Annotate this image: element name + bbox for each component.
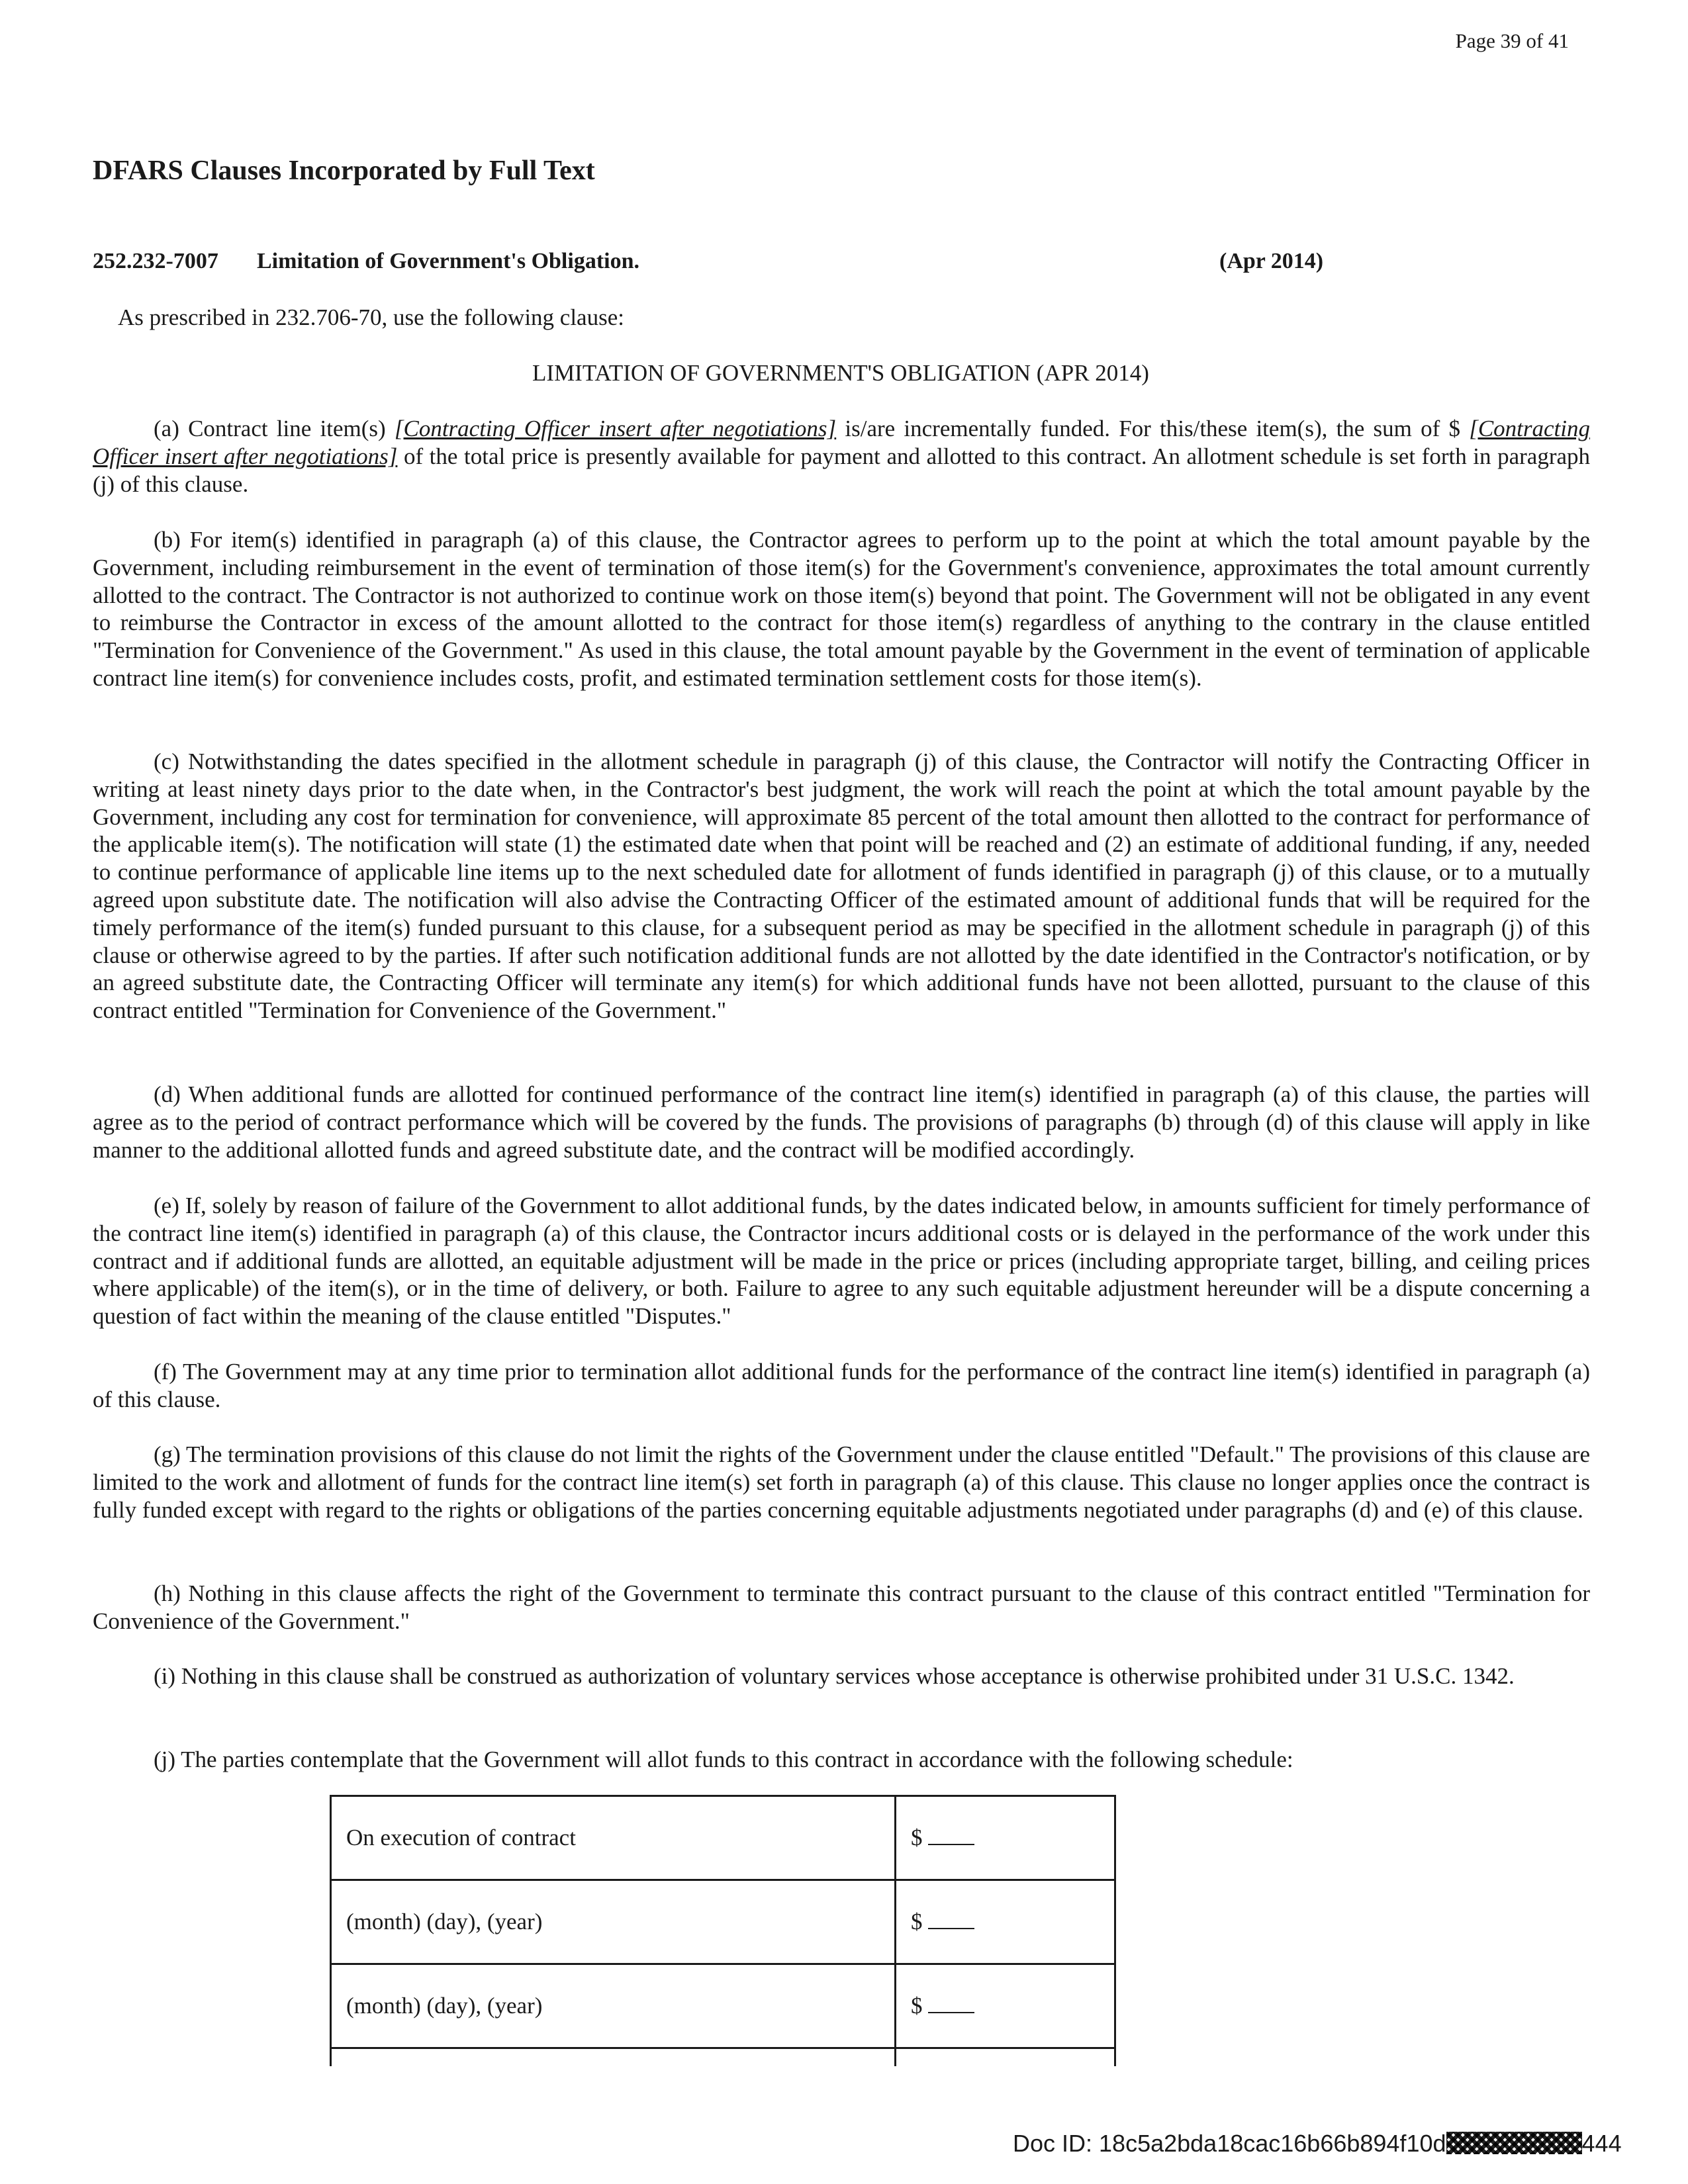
schedule-amount-cell: $: [896, 1880, 1115, 1964]
schedule-date-cell: On execution of contract: [331, 1796, 896, 1880]
fill-in-field: [Contracting Officer insert after negotiations]: [394, 416, 837, 441]
paragraph-e: (e) If, solely by reason of failure of the Government to allot additional funds, by the dates indicated below, in amounts sufficient for timely performance of the contract line item(s) identified in paragraph (a) of this clause, the Contractor incurs additional costs or is delayed in the performance of the work under this contract and if additional funds are allotted, an equitable adjustment will be made in the price or prices (including appropriate target, billing, and ceiling prices where applicable) of the item(s), or in the time of delivery, or both. Failure to agree to any such equitable adjustment hereunder will be a dispute concerning a question of fact within the meaning of the clause entitled "Disputes.": [93, 1193, 1590, 1330]
clause-title: LIMITATION OF GOVERNMENT'S OBLIGATION (APR 2014): [532, 360, 1149, 386]
schedule-amount-cell: $: [896, 1964, 1115, 2048]
paragraph-a: (a) Contract line item(s) [Contracting Officer insert after negotiations] is/are incrementally funded. For this/these item(s), the sum of $ [Contracting Officer insert after negotiations] of the total price is presently available for payment and allotted to this contract. An allotment schedule is set forth in paragraph (j) of this clause.: [93, 416, 1591, 497]
page-number: Page 39 of 41: [1455, 29, 1569, 52]
redaction-mark: [1446, 2132, 1582, 2154]
fill-in-field: [Contracting Officer insert after negotiations]: [93, 416, 1590, 469]
paragraph-c: (c) Notwithstanding the dates specified in the allotment schedule in paragraph (j) of this clause, the Contractor will notify the Contracting Officer in writing at least ninety days prior to the date when, in the Contractor's best judgment, the work will reach the point at which the total amount payable by the Government, including any cost for termination for convenience, will approximate 85 percent of the total amount then allotted to the contract for performance of the applicable item(s). The notification will state (1) the estimated date when that point will be reached and (2) an estimate of additional funding, if any, needed to continue performance of applicable line items up to the next scheduled date for allotment of funds identified in paragraph (j) of this clause, or to a mutually agreed upon substitute date. The notification will also advise the Contracting Officer of the estimated amount of additional funds that will be required for the timely performance of the item(s) funded pursuant to this clause, for a subsequent period as may be specified in the allotment schedule in paragraph (j) of this clause or otherwise agreed to by the parties. If after such notification additional funds are not allotted by the date identified in the Contractor's notification, or by an agreed substitute date, the Contracting Officer will terminate any item(s) for which additional funds have not been allotted, pursuant to the clause of this contract entitled "Termination for Convenience of the Government.": [93, 749, 1590, 1024]
table-row: [331, 1796, 1115, 1880]
paragraph-h: (h) Nothing in this clause affects the right of the Government to terminate this contract pursuant to the clause of this contract entitled "Termination for Convenience of the Government.": [93, 1580, 1590, 1634]
footer-doc-id: Doc ID: 18c5a2bda18cac16b66b894f10d 444: [1013, 2130, 1622, 2157]
table-row-continued: [331, 2048, 1115, 2067]
clause-date: (Apr 2014): [1219, 249, 1324, 273]
clause-name: Limitation of Government's Obligation.: [257, 249, 639, 273]
amount-blank: [928, 2012, 974, 2013]
paragraph-d: (d) When additional funds are allotted for continued performance of the contract line item(s) identified in paragraph (a) of this clause, the parties will agree as to the period of contract performance which will be covered by the funds. The provisions of paragraphs (b) through (d) of this clause will apply in like manner to the additional allotted funds and agreed substitute date, and the contract will be modified accordingly.: [93, 1081, 1590, 1163]
paragraph-f: (f) The Government may at any time prior to termination allot additional funds for the performance of the contract line item(s) identified in paragraph (a) of this clause.: [93, 1359, 1590, 1412]
table-row: [331, 1964, 1115, 2048]
paragraph-i: (i) Nothing in this clause shall be construed as authorization of voluntary services whose acceptance is otherwise prohibited under 31 U.S.C. 1342.: [154, 1663, 1515, 1689]
paragraph-g: (g) The termination provisions of this clause do not limit the rights of the Government under the clause entitled "Default." The provisions of this clause are limited to the work and allotment of funds for the contract line item(s) set forth in paragraph (a) of this clause. This clause no longer applies once the contract is fully funded except with regard to the rights or obligations of the parties concerning equitable adjustments negotiated under paragraphs (d) and (e) of this clause.: [93, 1441, 1590, 1523]
section-title: DFARS Clauses Incorporated by Full Text: [93, 156, 595, 186]
paragraph-b: (b) For item(s) identified in paragraph (a) of this clause, the Contractor agrees to perform up to the point at which the total amount payable by the Government, including reimbursement in the event of termination of those item(s) for the Government's convenience, approximates the total amount currently allotted to the contract. The Contractor is not authorized to continue work on those item(s) beyond that point. The Government will not be obligated in any event to reimburse the Contractor in excess of the amount allotted to the contract for those item(s) regardless of anything to the contrary in the clause entitled "Termination for Convenience of the Government." As used in this clause, the total amount payable by the Government in the event of termination of applicable contract line item(s) for convenience includes costs, profit, and estimated termination settlement costs for those item(s).: [93, 527, 1590, 691]
amount-blank: [928, 1844, 974, 1845]
schedule-amount-cell: $: [896, 1796, 1115, 1880]
schedule-date-cell: (month) (day), (year): [331, 1964, 896, 2048]
prescription-text: As prescribed in 232.706-70, use the following clause:: [118, 304, 624, 330]
allotment-schedule-table: [330, 1795, 1116, 2066]
table-row: [331, 1880, 1115, 1964]
clause-number: 252.232-7007: [93, 249, 218, 273]
amount-blank: [928, 1928, 974, 1929]
paragraph-j: (j) The parties contemplate that the Government will allot funds to this contract in accordance with the following schedule:: [154, 1747, 1293, 1772]
schedule-date-cell: (month) (day), (year): [331, 1880, 896, 1964]
